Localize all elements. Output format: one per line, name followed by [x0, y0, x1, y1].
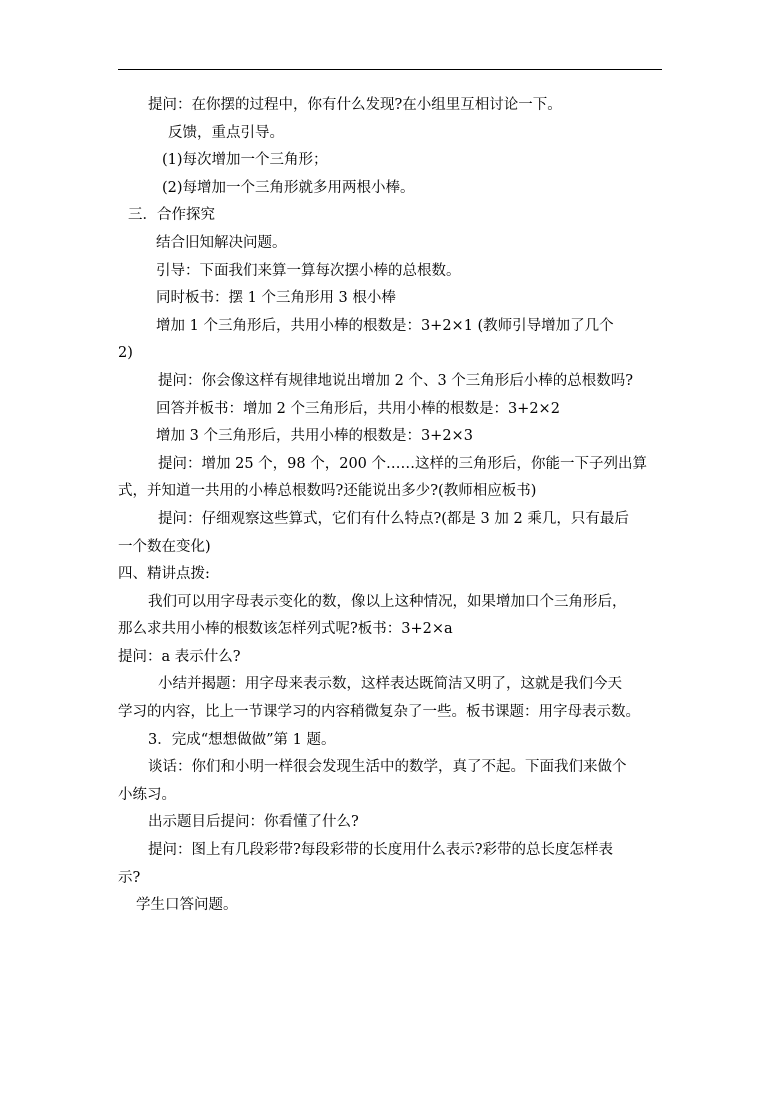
- text-line: 提问：增加 25 个，98 个，200 个……这样的三角形后，你能一下子列出算: [158, 455, 648, 472]
- text-line: 同时板书：摆 1 个三角形用 3 根小棒: [156, 290, 396, 307]
- section-heading: 三．合作探究: [128, 207, 215, 224]
- text-line: 一个数在变化): [118, 538, 211, 555]
- text-line: 反馈，重点引导。: [168, 124, 284, 141]
- text-line: 那么求共用小棒的根数该怎样列式呢?板书：3+2×a: [118, 621, 453, 638]
- text-line: 2): [118, 345, 133, 362]
- text-line: (2)每增加一个三角形就多用两根小棒。: [162, 179, 415, 196]
- text-line: 增加 1 个三角形后，共用小棒的根数是：3+2×1 (教师引导增加了几个: [156, 317, 614, 334]
- text-line: 出示题目后提问：你看懂了什么?: [148, 814, 359, 831]
- text-line: 引导：下面我们来算一算每次摆小棒的总根数。: [156, 262, 461, 279]
- text-line: 学生口答问题。: [136, 897, 238, 914]
- text-line: 回答并板书：增加 2 个三角形后，共用小棒的根数是：3+2×2: [156, 400, 560, 417]
- text-line: 提问：在你摆的过程中，你有什么发现?在小组里互相讨论一下。: [148, 97, 562, 113]
- text-line: (1)每次增加一个三角形；: [162, 152, 328, 169]
- text-line: 学习的内容，比上一节课学习的内容稍微复杂了一些。板书课题：用字母表示数。: [118, 704, 640, 721]
- text-line: 示?: [118, 869, 141, 886]
- text-line: 增加 3 个三角形后，共用小棒的根数是：3+2×3: [156, 428, 473, 445]
- text-line: 我们可以用字母表示变化的数，像以上这种情况，如果增加口个三角形后，: [148, 593, 627, 610]
- text-line: 小结并揭题：用字母来表示数，这样表达既简洁又明了，这就是我们今天: [158, 676, 622, 693]
- header-rule: [118, 69, 662, 70]
- text-line: 提问：a 表示什么?: [118, 648, 241, 665]
- section-heading: 四、精讲点拨:: [118, 566, 210, 583]
- text-line: 结合旧知解决问题。: [156, 234, 287, 251]
- document-body: [118, 92, 664, 920]
- text-line: 3．完成“想想做做”第 1 题。: [148, 731, 336, 748]
- text-line: 式，并知道一共用的小棒总根数吗?还能说出多少?(教师相应板书): [118, 483, 537, 500]
- text-line: 小练习。: [118, 786, 176, 803]
- text-line: 提问：图上有几段彩带?每段彩带的长度用什么表示?彩带的总长度怎样表: [148, 842, 614, 859]
- text-line: 谈话：你们和小明一样很会发现生活中的数学，真了不起。下面我们来做个: [148, 759, 627, 776]
- text-line: 提问：你会像这样有规律地说出增加 2 个、3 个三角形后小棒的总根数吗?: [158, 372, 634, 389]
- text-line: 提问：仔细观察这些算式，它们有什么特点?(都是 3 加 2 乘几，只有最后: [158, 510, 629, 527]
